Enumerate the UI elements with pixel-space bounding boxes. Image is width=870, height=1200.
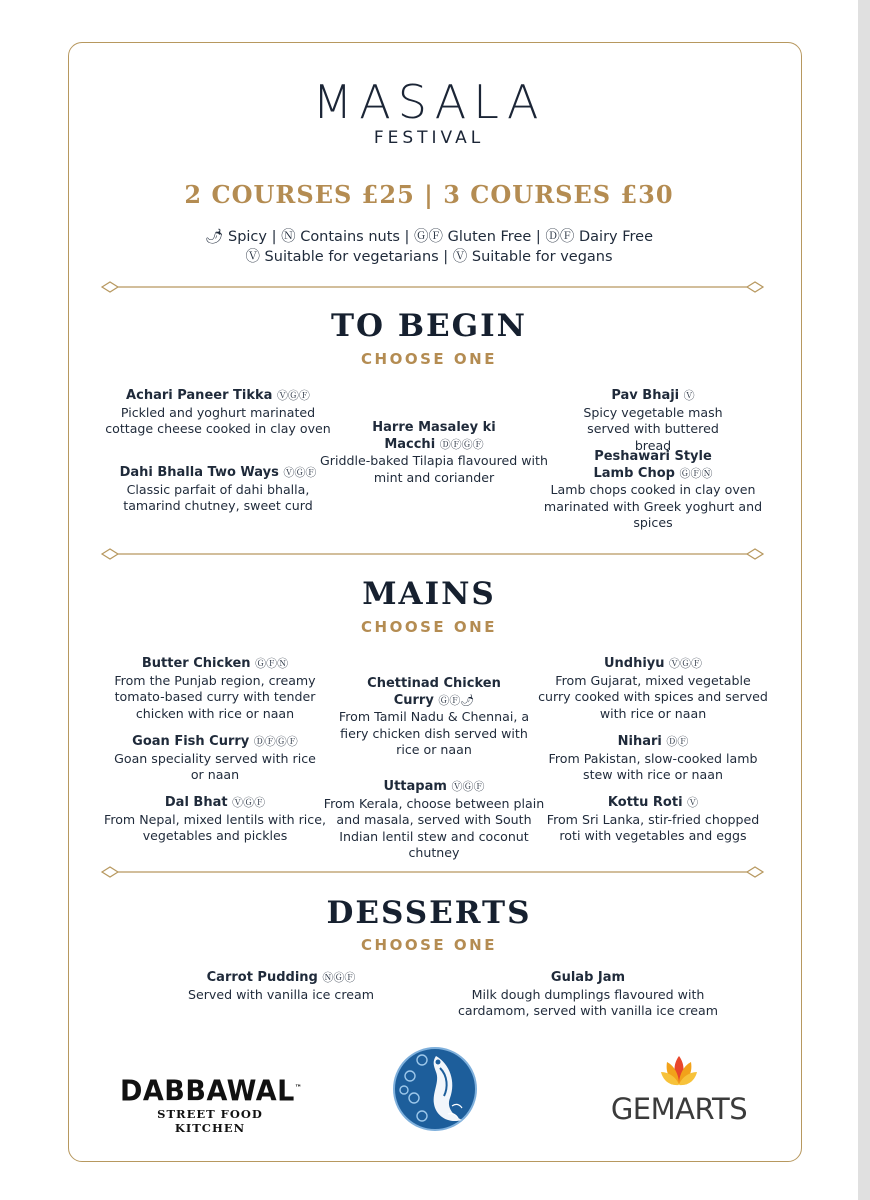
- item-name: Butter Chicken: [141, 656, 251, 671]
- item-name: Carrot Pudding: [206, 970, 318, 985]
- item-name: Dahi Bhalla Two Ways: [119, 465, 279, 480]
- item-name: Uttapam: [383, 779, 447, 794]
- item-name: Goan Fish Curry: [132, 734, 250, 749]
- choose-one-label: CHOOSE ONE: [361, 618, 497, 636]
- lotus-logo-icon: [659, 1054, 699, 1088]
- menu-item: [103, 465, 333, 515]
- item-description: From Tamil Nadu & Chennai, a fiery chicken dish served with rice or naan: [338, 709, 530, 757]
- menu-item: [538, 734, 768, 784]
- dietary-badges: Ⓥ: [687, 796, 699, 809]
- dietary-badges: ⒼⒻⓃ: [255, 657, 289, 670]
- item-description: Lamb chops cooked in clay oven marinated with Greek yoghurt and spices: [543, 482, 763, 530]
- item-description: Goan speciality served with rice or naan: [114, 750, 316, 782]
- gemarts-text: GEMARTS: [610, 1092, 748, 1126]
- section-title-desserts: DESSERTS: [326, 895, 532, 931]
- menu-item: [103, 388, 333, 438]
- dietary-badges: ⓋⒼⒻ: [451, 780, 485, 793]
- item-description: Served with vanilla ice cream: [188, 986, 374, 1002]
- dietary-badges: ⒹⒻ: [666, 735, 689, 748]
- item-description: Milk dough dumplings flavoured with cardamom, served with vanilla ice cream: [457, 986, 719, 1018]
- item-description: From the Punjab region, creamy tomato-based curry with tender chicken with rice or naan: [114, 672, 316, 721]
- choose-one-label: CHOOSE ONE: [361, 936, 497, 954]
- section-title-to-begin: TO BEGIN: [330, 308, 527, 344]
- item-name: Undhiyu: [603, 656, 665, 671]
- menu-item: [538, 388, 768, 454]
- item-description: From Sri Lanka, stir-fried chopped roti with vegetables and eggs: [546, 811, 760, 843]
- menu-item: [100, 656, 330, 722]
- item-description: From Gujarat, mixed vegetable curry cooked with spices and served with rice or naan: [538, 672, 768, 721]
- trademark-mark: ™: [294, 1083, 303, 1093]
- item-name: Nihari: [617, 734, 662, 749]
- menu-item: [100, 795, 330, 845]
- dietary-badges: ⒼⒻ🌶: [438, 693, 475, 707]
- dabbawal-title: DABBAWAL: [120, 1075, 295, 1108]
- item-name: Pav Bhaji: [611, 388, 680, 403]
- dietary-badges: ⓃⒼⒻ: [322, 971, 356, 984]
- dietary-badges: ⒹⒻⒼⒻ: [439, 437, 484, 451]
- item-name: Chettinad Chicken Curry: [367, 676, 501, 708]
- dabbawal-subtitle: STREET FOOD KITCHEN: [157, 1107, 263, 1135]
- item-description: From Pakistan, slow-cooked lamb stew with rice or naan: [548, 750, 758, 782]
- dietary-badges: ⓋⒼⒻ: [276, 389, 310, 402]
- dabbawal-logo: [120, 1075, 303, 1135]
- menu-item: [538, 656, 768, 722]
- item-name: Kottu Roti: [607, 795, 683, 810]
- gemarts-logo: [606, 1054, 752, 1126]
- item-description: Pickled and yoghurt marinated cottage cheese cooked in clay oven: [105, 404, 331, 436]
- item-description: From Kerala, choose between plain and masala, served with South Indian lentil stew and coconut chutney: [323, 795, 545, 860]
- menu-item: [166, 970, 396, 1003]
- dietary-badges: ⓋⒼⒻ: [283, 466, 317, 479]
- item-name: Harre Masaley ki Macchi: [372, 420, 496, 452]
- dietary-badges: ⒼⒻⓃ: [679, 466, 713, 480]
- dietary-badges: Ⓥ: [683, 389, 695, 402]
- item-description: From Nepal, mixed lentils with rice, vegetables and pickles: [104, 811, 326, 843]
- item-description: Griddle-baked Tilapia flavoured with mint and coriander: [320, 453, 548, 485]
- choose-one-label: CHOOSE ONE: [361, 350, 497, 368]
- dietary-badges: ⒹⒻⒼⒻ: [253, 735, 298, 748]
- dietary-badges: ⓋⒼⒻ: [232, 796, 266, 809]
- menu-item: [448, 970, 728, 1020]
- item-name: Achari Paneer Tikka: [126, 388, 273, 403]
- dietary-legend-line-1: 🌶 Spicy | Ⓝ Contains nuts | ⒼⒻ Gluten Free | ⒹⒻ Dairy Free: [204, 229, 654, 245]
- price-line: 2 COURSES £25 | 3 COURSES £30: [184, 180, 674, 209]
- divider-ornament: [100, 547, 765, 561]
- page-edge-shadow: [858, 0, 870, 1200]
- item-description: Spicy vegetable mash served with buttered bread: [583, 404, 723, 453]
- item-name: Dal Bhat: [164, 795, 228, 810]
- divider-ornament: [100, 280, 765, 294]
- masala-logo: MASALA: [312, 75, 546, 129]
- menu-item: [319, 676, 549, 759]
- dietary-legend-line-2: Ⓥ Suitable for vegetarians | Ⓥ Suitable for vegans: [245, 249, 613, 265]
- item-name: Gulab Jam: [550, 970, 626, 985]
- menu-item: [538, 449, 768, 532]
- menu-item: [100, 734, 330, 784]
- peacock-logo-icon: [392, 1046, 478, 1132]
- menu-item: [538, 795, 768, 845]
- menu-item: [319, 779, 549, 862]
- festival-subtitle: FESTIVAL: [373, 128, 485, 148]
- item-name: Peshawari Style Lamb Chop: [593, 449, 712, 481]
- menu-item: [319, 420, 549, 486]
- divider-ornament: [100, 865, 765, 879]
- section-title-mains: MAINS: [362, 576, 496, 612]
- dietary-badges: ⓋⒼⒻ: [669, 657, 703, 670]
- item-description: Classic parfait of dahi bhalla, tamarind chutney, sweet curd: [123, 481, 313, 513]
